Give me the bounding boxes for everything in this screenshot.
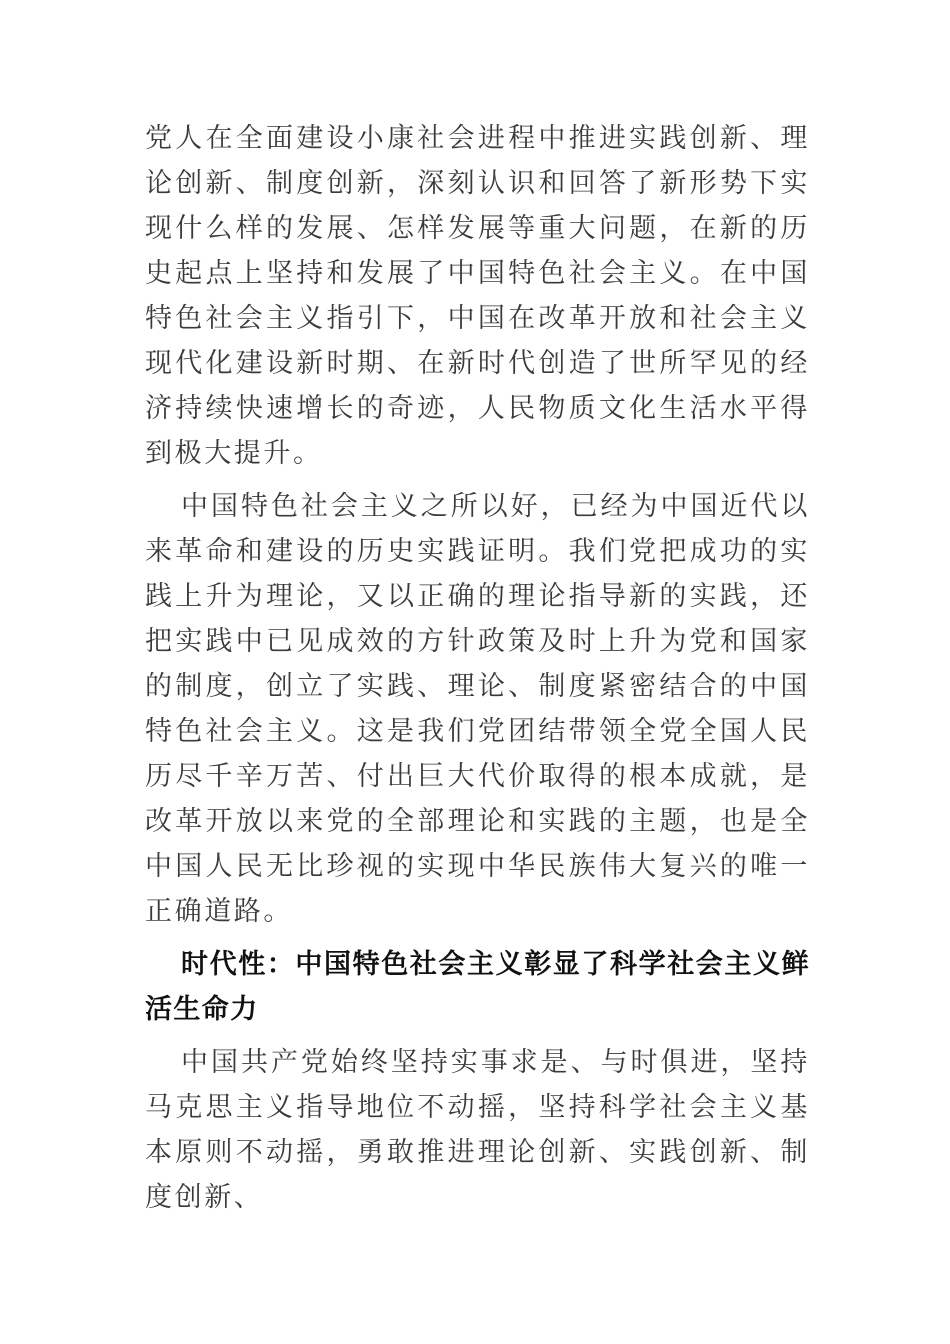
document-body <box>145 116 810 1228</box>
section-heading: 时代性：中国特色社会主义彰显了科学社会主义鲜活生命力 <box>145 949 810 1025</box>
body-paragraph-closing: 中国共产党始终坚持实事求是、与时俱进，坚持马克思主义指导地位不动摇，坚持科学社会主义基本原则不动摇，勇敢推进理论创新、实践创新、制度创新、 <box>145 1047 810 1213</box>
body-paragraph-continued: 党人在全面建设小康社会进程中推进实践创新、理论创新、制度创新，深刻认识和回答了新形势下实现什么样的发展、怎样发展等重大问题，在新的历史起点上坚持和发展了中国特色社会主义。在中国特色社会主义指引下，中国在改革开放和社会主义现代化建设新时期、在新时代创造了世所罕见的经济持续快速增长的奇迹，人民物质文化生活水平得到极大提升。 <box>145 123 810 469</box>
body-paragraph: 中国特色社会主义之所以好，已经为中国近代以来革命和建设的历史实践证明。我们党把成功的实践上升为理论，又以正确的理论指导新的实践，还把实践中已见成效的方针政策及时上升为党和国家的制度，创立了实践、理论、制度紧密结合的中国特色社会主义。这是我们党团结带领全党全国人民历尽千辛万苦、付出巨大代价取得的根本成就，是改革开放以来党的全部理论和实践的主题，也是全中国人民无比珍视的实现中华民族伟大复兴的唯一正确道路。 <box>145 491 810 927</box>
